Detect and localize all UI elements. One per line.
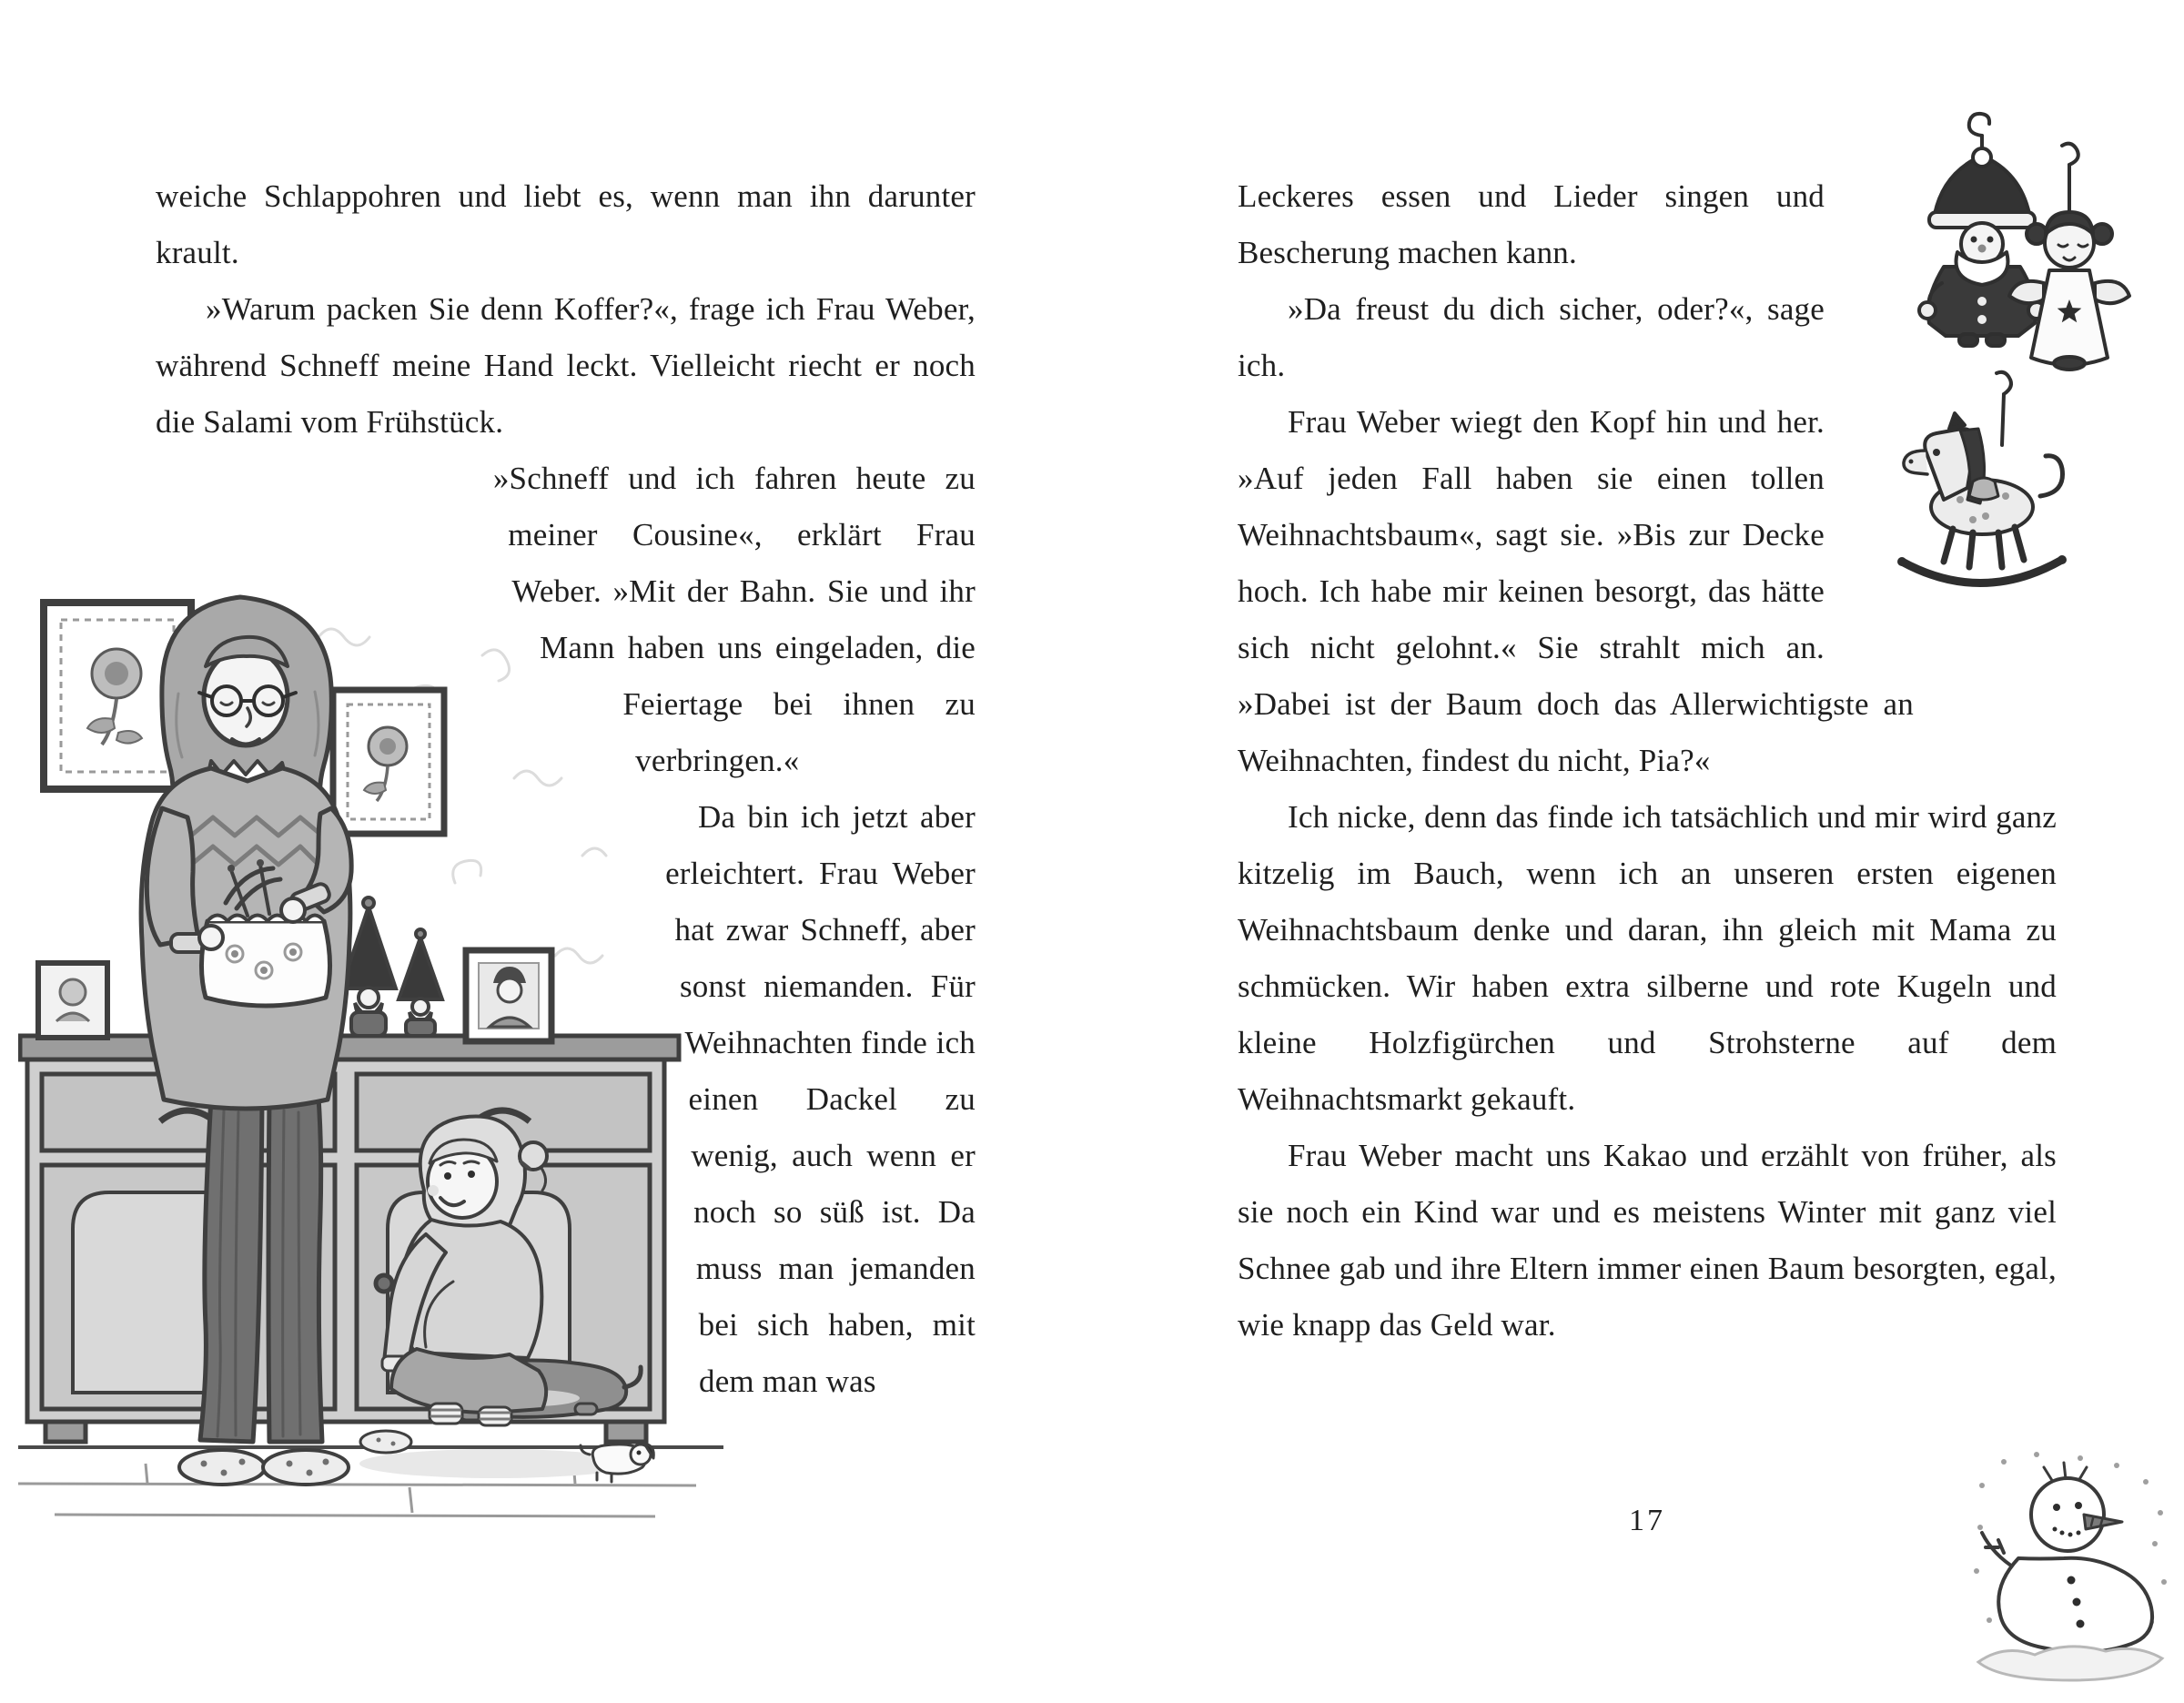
photo-frame-small: [38, 963, 107, 1038]
paragraph: »Warum packen Sie denn Koffer?«, frage ich Frau Weber, während Schneff meine Hand leckt. Vielleicht riecht er noch die Salami vom Frühstück.: [156, 291, 976, 440]
paragraph: Leckeres essen und Lieder singen und Bescherung machen kann.: [1238, 178, 1825, 270]
paragraph: »Da freust du dich sicher, oder?«, sage ich.: [1238, 291, 1825, 383]
paragraph: Ich nicke, denn das finde ich tatsächlich und mir wird ganz kitzelig im Bauch, wenn ich an unseren ersten eigenen Weihnachtsbaum denke und daran, ihn gleich mit Mama zu schmücken. Wir haben extra silberne und rote Kugeln und kleine Holzfigürchen und Strohsterne auf dem Weihnachtsmarkt gekauft.: [1238, 799, 2057, 1117]
snowman-head: [2031, 1463, 2122, 1551]
paragraph: Frau Weber macht uns Kakao und erzählt von früher, als sie noch ein Kind war und es meistens Winter mit ganz viel Schnee gab und ihre Eltern immer einen Baum besorgten, egal, wie knapp das Geld war.: [1238, 1138, 2057, 1343]
right-page-text: [1238, 168, 2057, 1370]
paragraph: weiche Schlappohren und liebt es, wenn man ihn darunter krault.: [156, 178, 976, 270]
text-wrap-spacer-right: [1825, 168, 2057, 705]
paragraph: Da bin ich jetzt aber erleichtert. Frau Weber hat zwar Schneff, aber sonst niemanden. Für Weihnachten finde ich einen Dackel zu wenig, auch wenn er noch so süß ist. Da muss man jemanden bei sich haben, mit dem man was: [665, 799, 976, 1399]
paragraph: Frau Weber wiegt den Kopf hin und her. »Auf jeden Fall haben sie einen tollen Weihnachtsbaum«, sagt sie. »Bis zur Decke hoch. Ich habe mir keinen besorgt, das hätte sich nicht gelohnt.« Sie strahlt mich an. »Dabei ist der Baum doch das Allerwichtigste an Weihnachten, findest du nicht, Pia?«: [1238, 404, 1914, 778]
snow-ground: [1978, 1647, 2162, 1680]
snowman-illustration: [1966, 1449, 2175, 1695]
left-page-text: [156, 168, 976, 1399]
paragraph: »Schneff und ich fahren heute zu meiner Cousine«, erklärt Frau Weber. »Mit der Bahn. Sie und ihr Mann haben uns eingeladen, die Feiertage bei ihnen zu verbringen.«: [492, 461, 976, 778]
page-number: 17: [1629, 1504, 1665, 1537]
